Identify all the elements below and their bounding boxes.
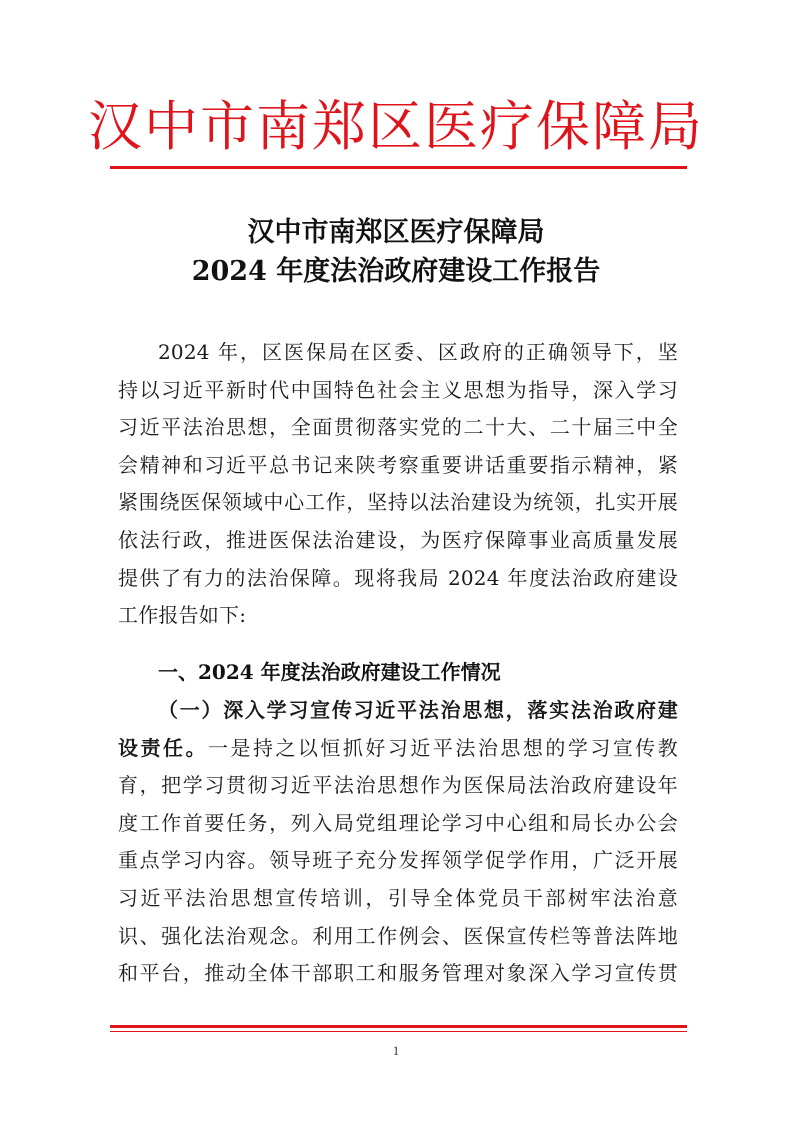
paragraph-intro [118,334,678,635]
text-fragment: 一是持之以恒抓好习近平法治思想的学习宣传教 [207,735,678,760]
text-line: 识、强化法治观念。利用工作例会、医保宣传栏等普法阵地 [118,923,678,948]
text-line: 紧围绕医保领域中心工作，坚持以法治建设为统领，扎实开展 [118,490,678,515]
text-line: 持以习近平新时代中国特色社会主义思想为指导，深入学习 [118,377,678,402]
document-title-line-1: 汉中市南郑区医疗保障局 [247,217,545,248]
subsection-heading-end: 设责任。 [118,735,208,760]
text-line: 工作报告如下: [118,603,247,628]
section-heading: 一、2024 年度法治政府建设工作情况 [158,660,501,684]
footer-red-rule-thin [110,1031,687,1032]
text-line: 习近平法治思想，全面贯彻落实党的二十大、二十届三中全 [118,415,678,440]
page-number: 1 [392,1043,400,1058]
text-line: 提供了有力的法治保障。现将我局 2024 年度法治政府建设 [118,565,678,590]
text-line: 会精神和习近平总书记来陕考察重要讲话重要指示精神，紧 [118,452,678,477]
text-line: 依法行政，推进医保法治建设，为医疗保障事业高质量发展 [118,527,678,552]
text-line: 重点学习内容。领导班子充分发挥领学促学作用，广泛开展 [118,848,678,873]
text-line [118,730,678,768]
letterhead-title: 汉中市南郑区医疗保障局 [88,95,704,158]
text-line: 和平台，推动全体干部职工和服务管理对象深入学习宣传贯 [118,961,678,986]
paragraph-section-1-1 [118,692,678,993]
text-line: 习近平法治思想宣传培训，引导全体党员干部树牢法治意 [118,885,678,910]
text-line: 2024 年，区医保局在区委、区政府的正确领导下，坚 [158,340,678,364]
subsection-heading: （一）深入学习宣传习近平法治思想，落实法治政府建 [158,698,678,722]
text-line: 度工作首要任务，列入局党组理论学习中心组和局长办公会 [118,810,678,835]
text-line: 育，把学习贯彻习近平法治思想作为医保局法治政府建设年 [118,773,678,798]
footer-red-rule [110,1025,687,1028]
document-title-line-2: 2024 年度法治政府建设工作报告 [191,256,601,287]
letterhead-red-rule [110,166,687,169]
